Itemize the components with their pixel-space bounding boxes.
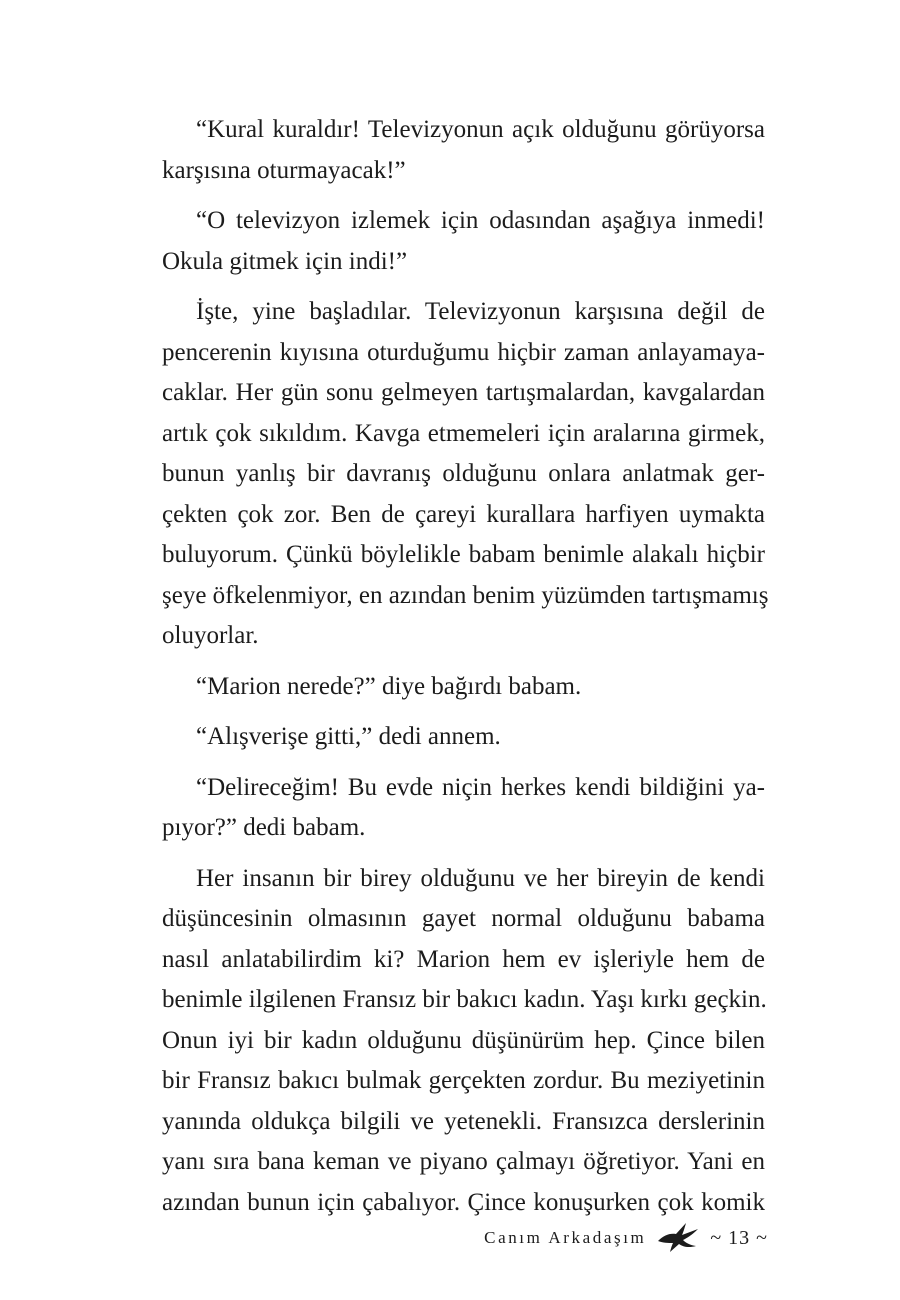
body-text bbox=[162, 110, 769, 1233]
text-line: bir Fransız bakıcı bulmak gerçekten zordur. Bu meziyetinin bbox=[162, 1067, 765, 1094]
paragraph bbox=[162, 859, 765, 1224]
text-line: artık çok sıkıldım. Kavga etmemeleri için aralarına girmek, bbox=[162, 419, 765, 447]
text-line: “Kural kuraldır! Televizyonun açık olduğunu görüyorsa bbox=[196, 116, 765, 143]
text-line: düşüncesinin olmasının gayet normal olduğunu babama bbox=[162, 905, 765, 932]
swallow-icon bbox=[656, 1221, 700, 1255]
text-line: bunun yanlış bir davranış olduğunu onlara anlatmak ger- bbox=[162, 460, 765, 487]
text-line: oluyorlar. bbox=[162, 622, 259, 649]
paragraph bbox=[162, 292, 769, 657]
text-line: caklar. Her gün sonu gelmeyen tartışmalardan, kavgalardan bbox=[162, 379, 765, 406]
paragraph bbox=[162, 110, 765, 191]
text-line: yanında oldukça bilgili ve yetenekli. Fransızca derslerinin bbox=[162, 1107, 765, 1135]
text-line: azından bunun için çabalıyor. Çince konuşurken çok komik bbox=[162, 1188, 765, 1216]
text-line: “Alışverişe gitti,” dedi annem. bbox=[196, 723, 501, 750]
text-line: çekten çok zor. Ben de çareyi kurallara harfiyen uymakta bbox=[162, 500, 765, 528]
paragraph bbox=[162, 667, 765, 708]
text-line: pıyor?” dedi babam. bbox=[162, 814, 366, 841]
text-line: yanı sıra bana keman ve piyano çalmayı öğretiyor. Yani en bbox=[162, 1148, 765, 1175]
text-line: “O televizyon izlemek için odasından aşağıya inmedi! bbox=[196, 207, 765, 234]
text-line: Her insanın bir birey olduğunu ve her bireyin de kendi bbox=[196, 864, 765, 892]
text-line: İşte, yine başladılar. Televizyonun karşısına değil de bbox=[196, 298, 765, 325]
text-line: pencerenin kıyısına oturduğumu hiçbir zaman anlayamaya- bbox=[162, 338, 765, 366]
text-line: Onun iyi bir kadın olduğunu düşünürüm hep. Çince bilen bbox=[162, 1026, 765, 1054]
paragraph bbox=[162, 717, 765, 758]
paragraph bbox=[162, 201, 765, 282]
running-title: Canım Arkadaşım bbox=[484, 1228, 647, 1247]
page-number: ~ 13 ~ bbox=[710, 1226, 768, 1249]
text-line: “Delireceğim! Bu evde niçin herkes kendi bildiğini ya- bbox=[196, 773, 765, 801]
paragraph bbox=[162, 768, 765, 849]
page-footer bbox=[484, 1218, 768, 1258]
text-line: şeye öfkelenmiyor, en azından benim yüzümden tartışmamış bbox=[162, 581, 769, 609]
text-line: karşısına oturmayacak!” bbox=[162, 156, 406, 184]
text-line: benimle ilgilenen Fransız bir bakıcı kadın. Yaşı kırkı geçkin. bbox=[162, 986, 767, 1013]
text-line: Okula gitmek için indi!” bbox=[162, 247, 408, 275]
text-line: buluyorum. Çünkü böylelikle babam benimle alakalı hiçbir bbox=[162, 541, 765, 568]
text-line: nasıl anlatabilirdim ki? Marion hem ev işleriyle hem de bbox=[162, 945, 765, 973]
text-line: “Marion nerede?” diye bağırdı babam. bbox=[196, 672, 582, 700]
